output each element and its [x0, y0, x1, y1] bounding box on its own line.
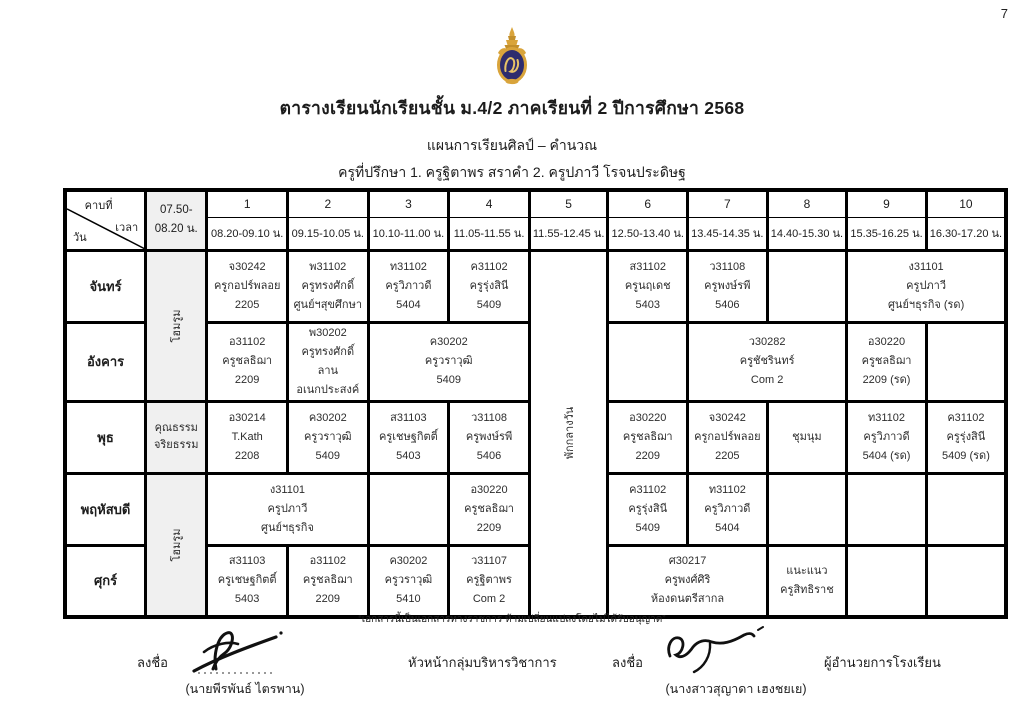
cell-mon-p4: ค31102 ครูรุ่งสินี 5409: [449, 250, 530, 322]
period-number: 4: [449, 190, 530, 217]
timetable-grid: [63, 188, 1008, 619]
cell-mon-p6: ส31102 ครูนฤเดช 5403: [608, 250, 688, 322]
signature-director: [652, 624, 770, 678]
cell-fri-p6-p7: ศ30217 ครูพงศ์ศิริ ห้องดนตรีสากล: [608, 545, 767, 617]
official-document-notice: “เอกสารนี้เป็นเอกสารทางราชการ ห้ามเปลี่ยนแปลงโดยไม่ได้รับอนุญาต”: [358, 614, 666, 625]
cell-tue-p9: อ30220 ครูชลธิฌา 2209 (รด): [847, 322, 927, 401]
period-time: 10.10-11.00 น.: [368, 217, 449, 250]
cell-thu-p3-empty: [368, 473, 449, 545]
period-number: 8: [767, 190, 847, 217]
corner-cell: [65, 190, 146, 250]
morning-time-cell: 07.50- 08.20 น.: [146, 190, 207, 250]
cell-mon-p3: ท31102 ครูวิภาวดี 5404: [368, 250, 449, 322]
timetable: [63, 188, 1008, 619]
cell-thu-p6: ค31102 ครูรุ่งสินี 5409: [608, 473, 688, 545]
page-title: ตารางเรียนนักเรียนชั้น ม.4/2 ภาคเรียนที่ 2 ปีการศึกษา 2568: [279, 98, 745, 118]
sign-label-left: ลงชื่อ: [137, 655, 168, 670]
cell-fri-p4: ว31107 ครูฐิตาพร Com 2: [449, 545, 530, 617]
corner-period-label: คาบที่: [84, 200, 113, 212]
cell-mon-p9-p10: ง31101 ครูปภาวี ศูนย์ฯธุรกิจ (รด): [847, 250, 1006, 322]
cell-thu-p7: ท31102 ครูวิภาวดี 5404: [688, 473, 768, 545]
sign-label-right: ลงชื่อ: [612, 655, 643, 670]
cell-tue-p7-p8: ว30282 ครูชัชรินทร์ Com 2: [688, 322, 847, 401]
period-time: 09.15-10.05 น.: [287, 217, 368, 250]
corner-time-label: เวลา: [115, 221, 139, 234]
corner-day-label: วัน: [73, 231, 87, 244]
cell-thu-p9-empty: [847, 473, 927, 545]
cell-fri-p9-empty: [847, 545, 927, 617]
cell-mon-p8-empty: [767, 250, 847, 322]
advisor-line: ครูที่ปรึกษา 1. ครูฐิตาพร สราคำ 2. ครูปภาวี โรจนประดิษฐ: [338, 164, 686, 180]
period-time: 11.05-11.55 น.: [449, 217, 530, 250]
day-name-monday: จันทร์: [65, 250, 146, 322]
cell-fri-p2: อ31102 ครูชลธิฌา 2209: [287, 545, 368, 617]
cell-mon-p2: พ31102 ครูทรงศักดิ์ ศูนย์ฯสุขศึกษา: [287, 250, 368, 322]
header-row-period-numbers: [65, 190, 1006, 217]
cell-tue-p1: อ31102 ครูชลธิฌา 2209: [207, 322, 288, 401]
ethics-cell: คุณธรรม จริยธรรม: [146, 401, 207, 473]
cell-wed-p7: จ30242 ครูกอปร์พลอย 2205: [688, 401, 768, 473]
cell-fri-p10-empty: [926, 545, 1006, 617]
homeroom-cell-thu-fri: โฮมรูม: [146, 473, 207, 617]
royal-crest-icon: [490, 26, 534, 86]
period-number: 9: [847, 190, 927, 217]
cell-thu-p10-empty: [926, 473, 1006, 545]
period-number: 7: [688, 190, 768, 217]
cell-wed-p3: ส31103 ครูเชษฐกิตติ์ 5403: [368, 401, 449, 473]
cell-thu-p4: อ30220 ครูชลธิฌา 2209: [449, 473, 530, 545]
day-name-friday: ศุกร์: [65, 545, 146, 617]
cell-wed-p4: ว31108 ครูพงษ์รพี 5406: [449, 401, 530, 473]
period-time: 15.35-16.25 น.: [847, 217, 927, 250]
day-row-monday: [65, 250, 1006, 322]
period-time: 14.40-15.30 น.: [767, 217, 847, 250]
cell-tue-p2: พ30202 ครูทรงศักดิ์ ลานอเนกประสงค์: [287, 322, 368, 401]
cell-tue-p3-p4: ค30202 ครูวราวุฒิ 5409: [368, 322, 529, 401]
cell-thu-p8-empty: [767, 473, 847, 545]
period-time: 16.30-17.20 น.: [926, 217, 1006, 250]
cell-fri-p3: ค30202 ครูวราวุฒิ 5410: [368, 545, 449, 617]
signature-academic-head: [182, 624, 312, 678]
cell-mon-p7: ว31108 ครูพงษ์รพี 5406: [688, 250, 768, 322]
period-number: 5: [529, 190, 608, 217]
cell-wed-p9: ท31102 ครูวิภาวดี 5404 (รด): [847, 401, 927, 473]
school-crest-icon: [0, 26, 1024, 86]
homeroom-cell-mon-tue: โฮมรูม: [146, 250, 207, 401]
day-name-thursday: พฤหัสบดี: [65, 473, 146, 545]
day-name-tuesday: อังคาร: [65, 322, 146, 401]
cell-tue-p6-empty: [608, 322, 688, 401]
cell-wed-p1: อ30214 T.Kath 2208: [207, 401, 288, 473]
period-number: 6: [608, 190, 688, 217]
cell-wed-p8-club: ชุมนุม: [767, 401, 847, 473]
cell-wed-p10: ค31102 ครูรุ่งสินี 5409 (รด): [926, 401, 1006, 473]
period-time: 12.50-13.40 น.: [608, 217, 688, 250]
name-right: (นางสาวสุญาดา เฮงชยเย): [665, 682, 807, 696]
cell-fri-p1: ส31103 ครูเชษฐกิตติ์ 5403: [207, 545, 288, 617]
role-left: หัวหน้ากลุ่มบริหารวิชาการ: [408, 655, 557, 670]
cell-mon-p1: จ30242 ครูกอปร์พลอย 2205: [207, 250, 288, 322]
day-name-wednesday: พุธ: [65, 401, 146, 473]
lunch-column: พักกลางวัน: [529, 250, 608, 617]
cell-thu-p1-p2: ง31101 ครูปภาวี ศูนย์ฯธุรกิจ: [207, 473, 368, 545]
period-number: 3: [368, 190, 449, 217]
period-number: 10: [926, 190, 1006, 217]
period-number: 2: [287, 190, 368, 217]
header-row-period-times: [65, 217, 1006, 250]
period-time: 08.20-09.10 น.: [207, 217, 288, 250]
cell-fri-p8-guidance: แนะแนว ครูสิทธิราช: [767, 545, 847, 617]
study-plan-subtitle: แผนการเรียนศิลป์ – คำนวณ: [426, 137, 598, 153]
cell-wed-p6: อ30220 ครูชลธิฌา 2209: [608, 401, 688, 473]
cell-tue-p10-empty: [926, 322, 1006, 401]
period-number: 1: [207, 190, 288, 217]
cell-wed-p2: ค30202 ครูวราวุฒิ 5409: [287, 401, 368, 473]
page-number: 7: [1000, 6, 1008, 21]
role-right: ผู้อำนวยการโรงเรียน: [824, 655, 941, 670]
period-time: 11.55-12.45 น.: [529, 217, 608, 250]
name-left: (นายพีรพันธ์ ไตรพาน): [185, 682, 305, 696]
period-time: 13.45-14.35 น.: [688, 217, 768, 250]
